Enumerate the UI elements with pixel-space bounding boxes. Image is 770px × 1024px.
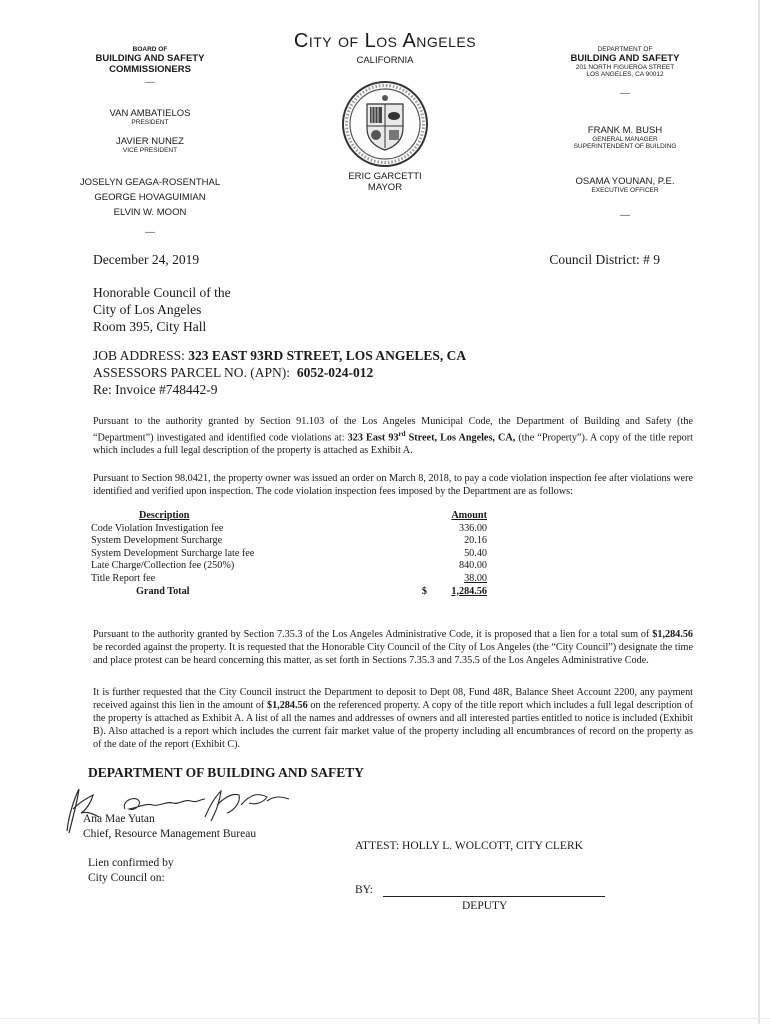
letter-date: December 24, 2019 [93, 252, 200, 267]
grand-total-label: Grand Total [136, 585, 190, 597]
council-district: Council District: # 9 [549, 252, 660, 267]
fee-description: Title Report fee [91, 572, 156, 584]
state-label: CALIFORNIA [356, 55, 414, 66]
board-president-title: PRESIDENT [131, 119, 169, 126]
para1-sup: rd [398, 430, 406, 438]
city-seal-icon [341, 80, 429, 168]
paragraph-3 [93, 628, 693, 667]
board-label: BOARD OF [132, 46, 168, 53]
dept-address-line1: 201 NORTH FIGUEROA STREET [575, 64, 675, 71]
board-dash-bottom: — [145, 227, 155, 238]
apn-value: 6052-024-012 [296, 365, 374, 380]
department-signoff: DEPARTMENT OF BUILDING AND SAFETY [88, 765, 365, 780]
scan-edge-bottom [0, 1018, 770, 1019]
board-officers [40, 108, 260, 154]
board-vp-name: JAVIER NUNEZ [116, 136, 184, 147]
para1-address-end: Street, Los Angeles, CA, [405, 432, 516, 444]
department-block [515, 46, 735, 99]
dept-dash: — [620, 88, 630, 99]
para3-amount: $1,284.56 [652, 629, 693, 640]
job-address-value: 323 EAST 93RD STREET, LOS ANGELES, CA [188, 348, 467, 363]
mayor-name: ERIC GARCETTI [348, 171, 422, 182]
amount-header: Amount [451, 510, 487, 521]
dept-eo-name: OSAMA YOUNAN, P.E. [575, 176, 675, 187]
fee-row [91, 523, 487, 536]
dept-gm-name: FRANK M. BUSH [587, 125, 663, 136]
fee-amount: 38.00 [464, 572, 487, 584]
board-block [40, 46, 260, 88]
para4-text-end: on the referenced property. A copy of the title report which includes a full legal description of the property is attached as Exhibit A. A list of all the names and addresses of owners and all interested parties entitled to notice is included (Exhibit B). Also attached is a report which includes the current fair market value of the property including all encumbrances of record on the property as of the date of the report (Exhibit C). [93, 700, 693, 750]
addressee-line: Honorable Council of the [93, 285, 231, 300]
fee-description: System Development Surcharge late fee [91, 547, 255, 559]
dept-dash-bottom: — [620, 210, 630, 221]
fee-amount: 840.00 [458, 560, 487, 572]
dept-label: DEPARTMENT OF [597, 46, 653, 53]
attest-line: ATTEST: HOLLY L. WOLCOTT, CITY CLERK [355, 840, 583, 852]
fee-row [91, 548, 487, 561]
paragraph-1 [93, 415, 693, 457]
currency-symbol: $ [421, 585, 427, 597]
scan-edge [758, 0, 760, 1024]
para1-text-end: (the “Property”). A copy of the title report which includes a full legal description of the property is attached as Exhibit A. [93, 432, 693, 457]
mayor-block [285, 171, 485, 193]
job-address-label: JOB ADDRESS: [93, 348, 185, 363]
apn [93, 364, 693, 381]
dept-eo [515, 176, 735, 221]
para4-text: It is further requested that the City Council instruct the Department to deposit to Dept 08, Fund 48R, Balance Sheet Account 2200, any payment received against this lien in the amount of [93, 687, 693, 711]
board-members [40, 175, 260, 240]
signer-title: Chief, Resource Management Bureau [83, 827, 257, 840]
lien-confirmed [88, 856, 174, 885]
addressee-line: City of Los Angeles [93, 302, 202, 317]
description-header: Description [139, 510, 190, 521]
dept-gm [515, 125, 735, 150]
dept-address-line2: LOS ANGELES, CA 90012 [586, 71, 664, 78]
signature-line [383, 896, 605, 897]
board-member: GEORGE HOVAGUIMIAN [94, 192, 206, 203]
paragraph-2: Pursuant to Section 98.0421, the property owner was issued an order on March 8, 2018, to pay a code violation inspection fee after violations were identified and verified upon inspection. The code violation inspection fees imposed by the Department are as follows: [93, 473, 693, 497]
dept-gm-title2: SUPERINTENDENT OF BUILDING [573, 143, 677, 150]
board-title-line1: BUILDING AND SAFETY [95, 53, 205, 64]
fee-description: Late Charge/Collection fee (250%) [91, 560, 235, 572]
deputy-label: DEPUTY [462, 900, 508, 912]
fee-amount: 50.40 [464, 547, 487, 559]
fee-row [91, 535, 487, 548]
board-vp-title: VICE PRESIDENT [122, 147, 178, 154]
dept-title: BUILDING AND SAFETY [570, 53, 680, 64]
para4-amount: $1,284.56 [266, 700, 308, 711]
apn-label: ASSESSORS PARCEL NO. (APN): [93, 365, 291, 380]
fee-description: System Development Surcharge [91, 535, 223, 547]
mayor-title: MAYOR [367, 182, 403, 193]
fee-table [91, 510, 487, 598]
city-seal [341, 80, 429, 168]
fee-amount: 20.16 [464, 535, 487, 547]
signer-name: Ana Mae Yutan [83, 813, 155, 825]
invoice-ref: Re: Invoice #748442-9 [93, 382, 218, 397]
board-title-line2: COMMISSIONERS [109, 64, 191, 75]
fee-table-header [91, 510, 487, 523]
addressee-line: Room 395, City Hall [93, 319, 207, 334]
board-president-name: VAN AMBATIELOS [109, 108, 191, 119]
board-dash: — [145, 77, 155, 88]
paragraph-4 [93, 686, 693, 751]
lien-confirmed-line: City Council on: [88, 871, 165, 884]
city-title: City of Los Angeles [293, 30, 477, 52]
subject-block [93, 347, 693, 398]
board-member: ELVIN W. MOON [113, 207, 187, 218]
job-address [93, 347, 693, 364]
dept-eo-title: EXECUTIVE OFFICER [591, 187, 659, 194]
fee-total-row [91, 586, 487, 599]
dept-gm-title1: GENERAL MANAGER [592, 136, 658, 143]
fee-row [91, 573, 487, 586]
addressee [93, 284, 231, 335]
by-label: BY: [355, 884, 374, 896]
para3-text-end: be recorded against the property. It is requested that the Honorable City Council of the City of Los Angeles (the “City Council”) designate the time and place protest can be heard concerning this matter, as set forth in Sections 7.35.3 and 7.35.5 of the Los Angeles Administrative Code. [93, 642, 693, 666]
para3-text: Pursuant to the authority granted by Section 7.35.3 of the Los Angeles Administrative Code, it is proposed that a lien for a total sum of [93, 629, 653, 640]
para1-text: Pursuant to the authority granted by Section 91.103 of the Los Angeles Municipal Code, the Department of Building and Safety (the “Department”) investigated and identified code violations at: [93, 416, 693, 444]
fee-row [91, 560, 487, 573]
grand-total-value: 1,284.56 [451, 585, 487, 597]
board-member: JOSELYN GEAGA-ROSENTHAL [79, 177, 221, 188]
fee-description: Code Violation Investigation fee [91, 522, 224, 534]
signer-block [83, 812, 256, 841]
fee-amount: 336.00 [458, 522, 487, 534]
para1-address: 323 East 93 [347, 432, 399, 444]
lien-confirmed-line: Lien confirmed by [88, 857, 174, 869]
